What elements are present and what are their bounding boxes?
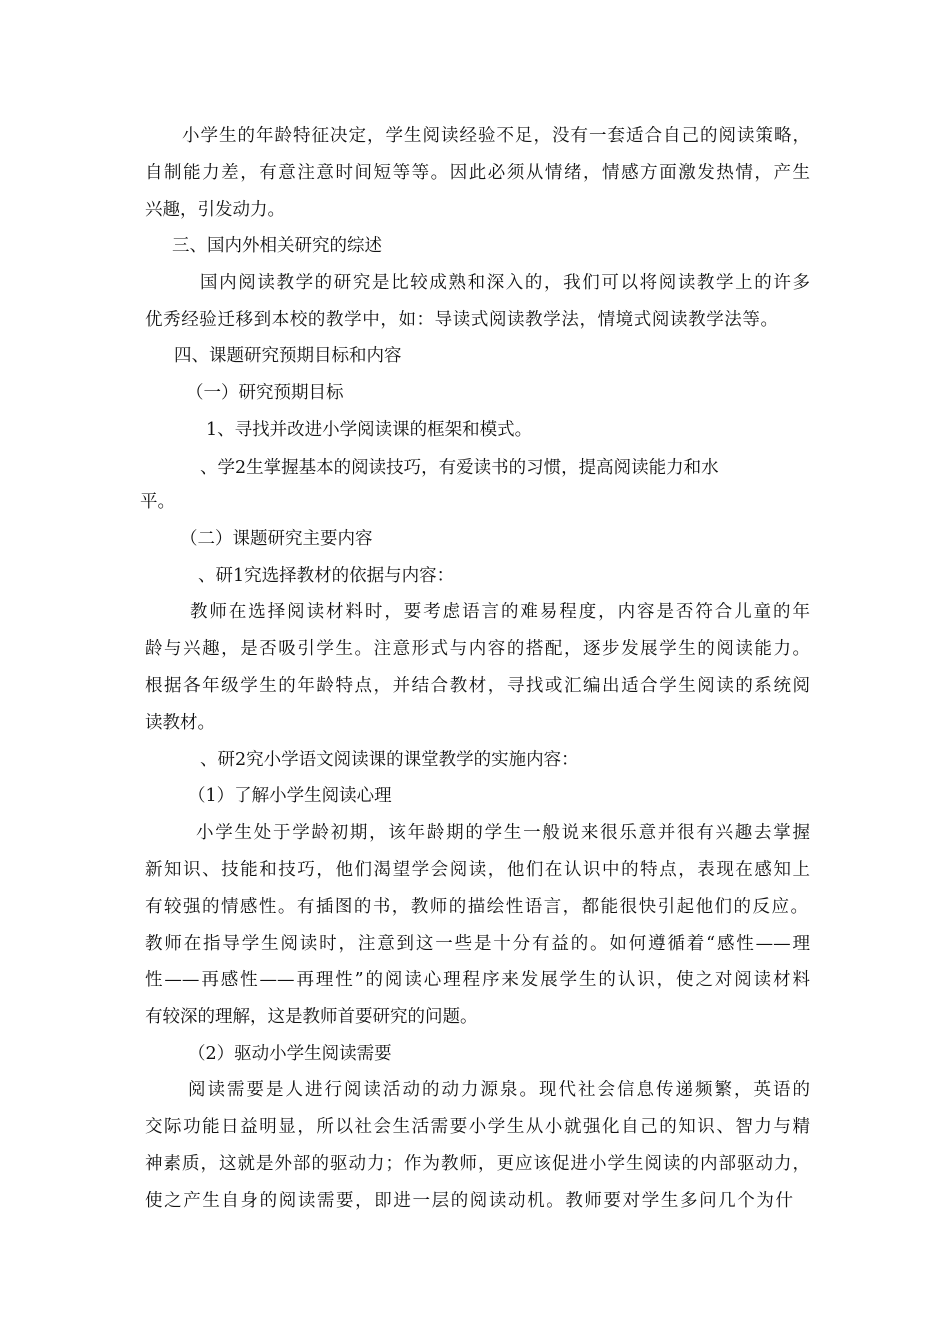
- paragraph-line: 新知识、技能和技巧，他们渴望学会阅读，他们在认识中的特点，表现在感知上: [145, 860, 810, 880]
- paragraph-line: 神素质，这就是外部的驱动力；作为教师，更应该促进小学生阅读的内部驱动力，: [145, 1154, 810, 1174]
- list-item: 、研1究选择教材的依据与内容：: [198, 566, 455, 586]
- section-heading: 三、国内外相关研究的综述: [172, 236, 382, 256]
- list-item: 1、寻找并改进小学阅读课的框架和模式。: [206, 420, 533, 440]
- list-item: 、学2生掌握基本的阅读技巧，有爱读书的习惯，提高阅读能力和水: [200, 458, 719, 478]
- paragraph-line: 国内阅读教学的研究是比较成熟和深入的，我们可以将阅读教学上的许多: [200, 273, 810, 293]
- subsection-heading: （二）课题研究主要内容: [180, 529, 373, 549]
- paragraph-line: 龄与兴趣，是否吸引学生。注意形式与内容的搭配，逐步发展学生的阅读能力。: [145, 639, 810, 659]
- paragraph-line: 阅读需要是人进行阅读活动的动力源泉。现代社会信息传递频繁，英语的: [188, 1080, 810, 1100]
- list-item: 、研2究小学语文阅读课的课堂教学的实施内容：: [200, 750, 579, 770]
- paragraph-line: 优秀经验迁移到本校的教学中，如：导读式阅读教学法，情境式阅读教学法等。: [145, 310, 778, 330]
- paragraph-line: 兴趣，引发动力。: [145, 200, 285, 220]
- subsection-heading: （1）了解小学生阅读心理: [188, 786, 392, 806]
- paragraph-line: 教师在指导学生阅读时，注意到这一些是十分有益的。如何遵循着“感性——理: [145, 934, 810, 954]
- paragraph-line: 小学生处于学龄初期，该年龄期的学生一般说来很乐意并很有兴趣去掌握: [196, 823, 810, 843]
- section-heading: 四、课题研究预期目标和内容: [174, 346, 402, 366]
- paragraph-line: 自制能力差，有意注意时间短等等。因此必须从情绪，情感方面激发热情，产生: [145, 163, 810, 183]
- paragraph-line: 有较强的情感性。有插图的书，教师的描绘性语言，都能很快引起他们的反应。: [145, 897, 808, 917]
- paragraph-line: 交际功能日益明显，所以社会生活需要小学生从小就强化自己的知识、智力与精: [145, 1117, 810, 1137]
- subsection-heading: （一）研究预期目标: [186, 383, 344, 403]
- paragraph-line: 教师在选择阅读材料时，要考虑语言的难易程度，内容是否符合儿童的年: [190, 602, 810, 622]
- subsection-heading: （2）驱动小学生阅读需要: [188, 1044, 392, 1064]
- paragraph-line: 小学生的年龄特征决定，学生阅读经验不足，没有一套适合自己的阅读策略，: [182, 126, 810, 146]
- paragraph-line: 性——再感性——再理性”的阅读心理程序来发展学生的认识，使之对阅读材料: [145, 970, 810, 990]
- paragraph-line: 根据各年级学生的年龄特点，并结合教材，寻找或汇编出适合学生阅读的系统阅: [145, 676, 810, 696]
- paragraph-line: 读教材。: [145, 713, 215, 733]
- paragraph-line: 有较深的理解，这是教师首要研究的问题。: [145, 1007, 478, 1027]
- list-item: 平。: [140, 492, 175, 512]
- paragraph-line: 使之产生自身的阅读需要，即进一层的阅读动机。教师要对学生多问几个为什: [145, 1191, 793, 1211]
